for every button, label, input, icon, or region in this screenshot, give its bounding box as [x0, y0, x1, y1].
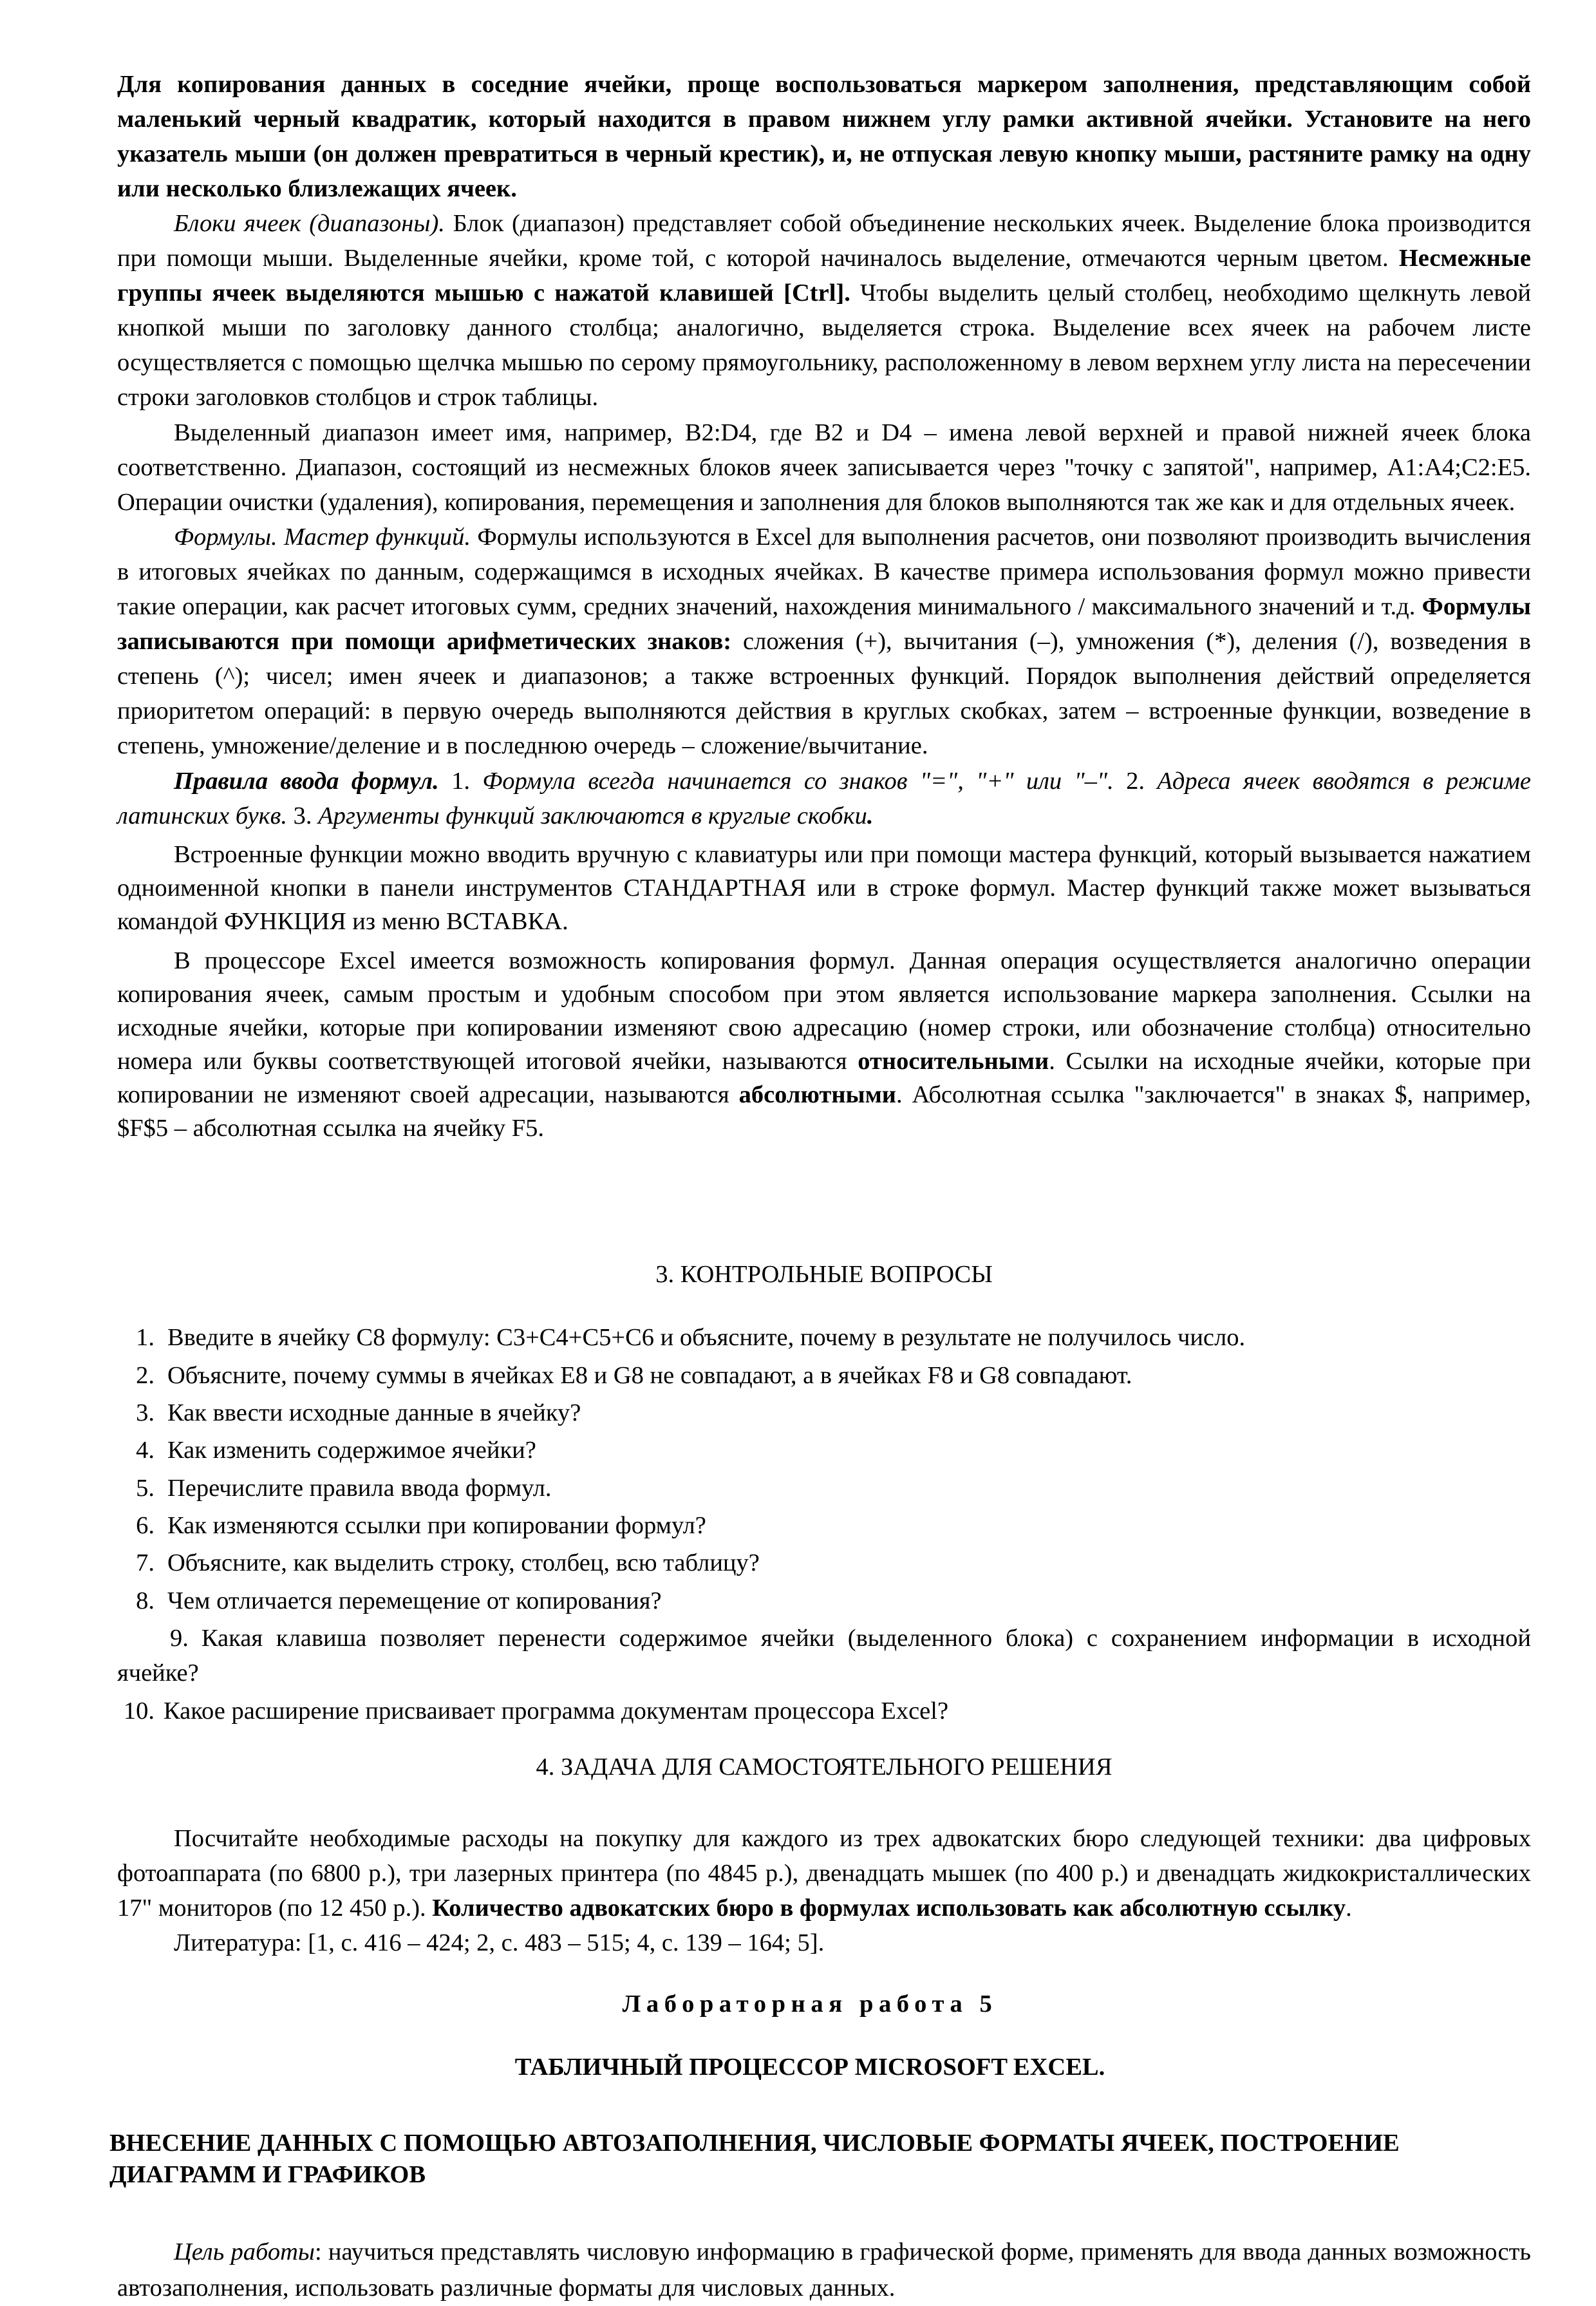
document-page [109, 67, 1532, 2306]
list-item [117, 1694, 1531, 1728]
rule-1-number: 1. [438, 767, 483, 795]
list-item [117, 1583, 1531, 1618]
copying-text-3: . Абсолютная ссылка "заключается" в знаках $, например, $F$5 – абсолютная ссылка на ячейку F5. [117, 1081, 1531, 1142]
section-4-title: 4. ЗАДАЧА ДЛЯ САМОСТОЯТЕЛЬНОГО РЕШЕНИЯ [536, 1753, 1113, 1781]
paragraph-range-name: Выделенный диапазон имеет имя, например, B2:D4, где B2 и D4 – имена левой верхней и правой нижней ячеек блока соответственно. Диапазон, состоящий из несмежных блоков ячеек записывается через "точку с запятой", например, A1:A4;C2:E5. Операции очистки (удаления), копирования, перемещения и заполнения для блоков выполняются так же как и для отдельных ячеек. [117, 419, 1531, 516]
goal-label: Цель работы [174, 2238, 315, 2266]
blocks-text-2: Чтобы выделить целый столбец, необходимо щелкнуть левой кнопкой мыши по заголовку данного столбца; аналогично, выделяется строка. Выделение всех ячеек на рабочем листе осуществляется с помощью щелчка мышью по серому прямоугольнику, расположенному в левом верхнем углу листа на пересечении строки заголовков столбцов и строк таблицы. [117, 279, 1531, 411]
question-number: 4. [136, 1437, 155, 1464]
task-text: Посчитайте необходимые расходы на покупку для каждого из трех адвокатских бюро следующей техники: два цифровых фотоаппарата (по 6800 р.), три лазерных принтера (по 4845 р.), двенадцать мышек (по 400 р.) и двенадцать жидкокристаллических 17" мониторов (по 12 450 р.). [117, 1824, 1531, 1922]
rules-heading: Правила ввода формул. [174, 767, 439, 795]
question-text: Введите в ячейку С8 формулу: С3+С4+С5+С6 и объясните, почему в результате не получилось число. [167, 1324, 1246, 1352]
rule-2: Адреса ячеек вводятся в режиме латинских букв. [117, 767, 1532, 829]
list-item [117, 1508, 1531, 1543]
lab-title: Лабораторная работа 5 [622, 1990, 998, 2018]
paragraph-literature: Литература: [1, с. 416 – 424; 2, с. 483 – 515; 4, с. 139 – 164; 5]. [174, 1929, 825, 1957]
formulas-text-1: Формулы используются в Excel для выполнения расчетов, они позволяют производить вычисления в итоговых ячейках по данным, содержащимся в исходных ячейках. В качестве примера использования формул можно привести такие операции, как расчет итоговых сумм, средних значений, нахождения минимального / максимального значений и т.д. [117, 524, 1531, 621]
list-item [117, 1320, 1531, 1355]
question-number: 7. [136, 1549, 155, 1577]
copying-relative: относительными [858, 1048, 1049, 1075]
fill-handle-text: Для копирования данных в соседние ячейки, проще воспользоваться маркером заполнения, представляющим собой маленький черный квадратик, который находится в правом нижнем углу рамки активной ячейки. Установите на него указатель мыши (он должен превратиться в черный крестик), и, не отпуская левую кнопку мыши, растяните рамку на одну или несколько близлежащих ячеек. [117, 71, 1531, 202]
subtitle-text: ВНЕСЕНИЕ ДАННЫХ С ПОМОЩЬЮ АВТОЗАПОЛНЕНИЯ, ЧИСЛОВЫЕ ФОРМАТЫ ЯЧЕЕК, ПОСТРОЕНИЕ ДИАГРАММ И ГРАФИКОВ [109, 2130, 1400, 2189]
list-item [117, 1395, 1531, 1430]
paragraph-copying-formulas [117, 944, 1531, 1145]
task-end: . [1346, 1894, 1352, 1922]
formulas-heading: Формулы. Мастер функций. [174, 524, 471, 551]
rule-3: Аргументы функций заключаются в круглые скобки [318, 802, 867, 829]
list-item [117, 1621, 1531, 1690]
question-number: 3. [136, 1399, 155, 1426]
question-number: 10. [123, 1697, 155, 1725]
blocks-heading: Блоки ячеек (диапазоны). [174, 210, 445, 238]
formulas-text-2: сложения (+), вычитания (–), умножения (*), деления (/), возведения в степень (^); чисел; имен ячеек и диапазонов; а также встроенных функций. Порядок выполнения действий определяется приоритетом операций: в первую очередь выполняются действия в круглых скобках, затем – встроенные функции, возведение в степень, умножение/деление и в последнюю очередь – сложение/вычитание. [117, 628, 1531, 760]
list-item [117, 1545, 1531, 1580]
control-questions-list [117, 1320, 1531, 1728]
paragraph-goal [117, 2234, 1531, 2306]
question-text: Как изменить содержимое ячейки? [167, 1437, 536, 1464]
list-item [117, 1471, 1531, 1506]
processor-title-text: ТАБЛИЧНЫЙ ПРОЦЕССОР MICROSOFT EXCEL. [514, 2054, 1105, 2081]
paragraph-task [117, 1821, 1531, 1925]
question-number: 5. [136, 1474, 155, 1502]
question-number: 2. [136, 1361, 155, 1389]
question-text: Чем отличается перемещение от копирования? [167, 1587, 662, 1614]
task-bold: Количество адвокатских бюро в формулах использовать как абсолютную ссылку [432, 1894, 1346, 1922]
question-number: 1. [136, 1324, 155, 1352]
blocks-bold: Несмежные группы ячеек выделяются мышью с нажатой клавишей [Ctrl]. [117, 245, 1531, 307]
paragraph-builtin-functions: Встроенные функции можно вводить вручную с клавиатуры или при помощи мастера функций, который вызывается нажатием одноименной кнопки в панели инструментов СТАНДАРТНАЯ или в строке формул. Мастер функций также может вызываться командой ФУНКЦИЯ из меню ВСТАВКА. [117, 841, 1531, 935]
formulas-bold: Формулы записываются при помощи арифметических знаков: [117, 593, 1531, 656]
list-item [117, 1433, 1531, 1468]
copying-text-2: . Ссылки на исходные ячейки, которые при копировании не изменяют своей адресации, называются [117, 1048, 1531, 1109]
list-item [117, 1358, 1531, 1393]
paragraph-formulas [117, 520, 1531, 763]
question-text: Объясните, почему суммы в ячейках Е8 и G8 не совпадают, а в ячейках F8 и G8 совпадают. [167, 1361, 1132, 1389]
paragraph-formula-rules [117, 764, 1531, 833]
rule-2-number: 2. [1113, 767, 1158, 795]
blocks-text-1: Блок (диапазон) представляет собой объединение нескольких ячеек. Выделение блока производится при помощи мыши. Выделенные ячейки, кроме той, с которой начиналось выделение, отмечаются черным цветом. [117, 210, 1531, 272]
rule-1: Формула всегда начинается со знаков "=", "+" или "–". [482, 767, 1114, 795]
question-text: Объясните, как выделить строку, столбец, всю таблицу? [167, 1549, 760, 1577]
goal-text: : научиться представлять числовую информацию в графической форме, применять для ввода данных возможность автозаполнения, использовать различные форматы для числовых данных. [117, 2238, 1531, 2302]
question-number: 6. [136, 1512, 155, 1540]
paragraph-fill-handle [117, 67, 1531, 206]
section-3-title: 3. КОНТРОЛЬНЫЕ ВОПРОСЫ [655, 1261, 993, 1289]
question-text: Как ввести исходные данные в ячейку? [167, 1399, 581, 1426]
paragraph-cell-blocks [117, 206, 1531, 415]
rule-3-number: 3. [287, 802, 319, 829]
question-text: Какое расширение присваивает программа документам процессора Excel? [164, 1697, 949, 1725]
question-text: Как изменяются ссылки при копировании формул? [167, 1512, 706, 1540]
subtitle [109, 2128, 1531, 2191]
copying-absolute: абсолютными [738, 1081, 896, 1109]
question-text: Перечислите правила ввода формул. [167, 1474, 552, 1502]
question-text: Какая клавиша позволяет перенести содержимое ячейки (выделенного блока) с сохранением информации в исходной ячейке? [117, 1625, 1531, 1687]
rule-3-end: . [867, 802, 874, 829]
question-number: 9. [170, 1625, 189, 1652]
copying-text-1: В процессоре Excel имеется возможность копирования формул. Данная операция осуществляется аналогично операции копирования ячеек, самым простым и удобным способом при этом является использование маркера заполнения. Ссылки на исходные ячейки, которые при копировании изменяют свою адресацию (номер строки, или обозначение столбца) относительно номера или буквы соответствующей итоговой ячейки, называются [117, 947, 1531, 1075]
question-number: 8. [136, 1587, 155, 1614]
processor-title [89, 2050, 1531, 2084]
